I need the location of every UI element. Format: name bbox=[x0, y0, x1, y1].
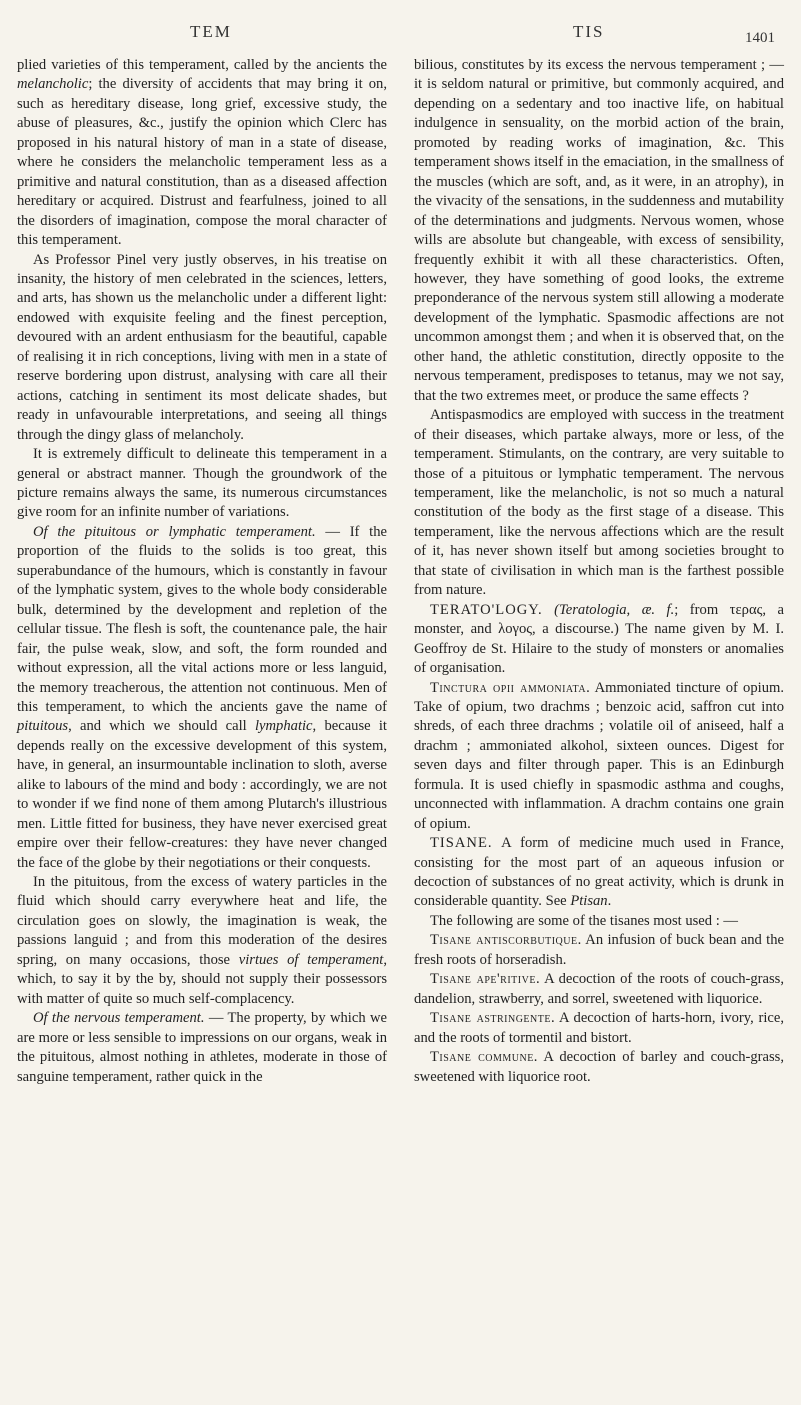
entry-tinctura: Tinctura opii ammoniata. Ammoniated tincture of opium. Take of opium, two drachms ; benzoic acid, saffron cut into shreds, of each three drachms ; volatile oil of aniseed, half a drachm ; ammoniated alkohol, sixteen ounces. Digest for seven days and filter through paper. This is an Edinburgh formula. It is used chiefly in spasmodic asthma and coughs, unconnected with inflammation. A drachm contains one grain of opium. bbox=[414, 679, 784, 832]
running-head-center: TIS bbox=[573, 22, 605, 41]
paragraph: Of the nervous temperament. — The property, by which we are more or less sensible to impressions on our organs, weak in the pituitous, almost nothing in athletes, moderate in those of sanguine temperament, rather quick in the bbox=[17, 1010, 387, 1085]
tisane-item: Tisane commune. A decoction of barley and couch-grass, sweetened with liquorice root. bbox=[414, 1049, 784, 1085]
paragraph: plied varieties of this temperament, called by the ancients the melancholic; the diversity of accidents that may bring it on, such as hereditary disease, long grief, excessive study, the abuse of pleasures, &c., justify the opinion which Clerc has proposed in his natural history of man in a state of disease, where he considers the melancholic temperament less as a primitive and natural constitution, than as a diseased affection hereditary or acquired. Distrust and fearfulness, joined to all the disorders of imagination, compose the moral character of this temperament. bbox=[17, 57, 387, 249]
section-heading: Of the nervous temperament. bbox=[33, 1010, 205, 1027]
entry-headword: TERATO'LOGY. bbox=[430, 601, 543, 618]
running-head-left: TEM bbox=[190, 22, 232, 41]
tisane-item: Tisane astringente. A decoction of harts-horn, ivory, rice, and the roots of tormentil and bistort. bbox=[414, 1010, 784, 1046]
tisane-item: Tisane antiscorbutique. An infusion of buck bean and the fresh roots of horseradish. bbox=[414, 932, 784, 968]
entry-headword: TISANE. bbox=[430, 835, 493, 852]
paragraph: It is extremely difficult to delineate this temperament in a general or abstract manner. Though the groundwork of the picture remains always the same, its numerous circumstances give room for an infinite number of variations. bbox=[17, 446, 387, 521]
entry-tisane: TISANE. A form of medicine much used in France, consisting for the most part of an aqueous infusion or decoction of substances of no great activity, which is drunk in considerable quantity. See Ptisan. bbox=[414, 835, 784, 910]
entry-headword: Tinctura opii ammoniata. bbox=[430, 679, 591, 696]
right-column bbox=[414, 56, 784, 1087]
left-column bbox=[17, 56, 387, 1087]
paragraph: Of the pituitous or lymphatic temperament. — If the proportion of the fluids to the solids is too great, this superabundance of the humours, which is constantly in favour of the lymphatic system, gives to the whole body considerable bulk, determined by the development and repletion of the cellular tissue. The flesh is soft, the countenance pale, the hair fair, the pulse weak, slow, and soft, the form rounded and without expression, all the vital actions more or less languid, the memory treacherous, the attention not continuous. Men of this temperament, to which the ancients gave the name of pituitous, and which we should call lymphatic, because it depends really on the excessive development of this system, have, in general, an insurmountable inclination to sloth, averse alike to labours of the mind and body : accordingly, we are not to wonder if we find none of them among Plutarch's illustrious men. Little fitted for business, they have never exercised great empire over their fellow-creatures: they have never changed the face of the globe by their negotiations or their conquests. bbox=[17, 523, 387, 871]
paragraph: In the pituitous, from the excess of watery particles in the fluid which should carry everywhere heat and life, the circulation goes on slowly, the imagination is weak, the passions languid ; and from this moderation of the desires spring, on many occasions, those virtues of temperament, which, to say it by the by, should not supply their possessors with matter of quite so much self-complacency. bbox=[17, 874, 388, 1007]
paragraph: The following are some of the tisanes most used : — bbox=[430, 912, 739, 929]
paragraph: As Professor Pinel very justly observes, in his treatise on insanity, the history of men celebrated in the sciences, letters, and arts, has shown us the melancholic under a different light: endowed with exquisite feeling and the finest perception, devoured with an ardent enthusiasm for the beautiful, capable of realising it in rich conceptions, living with men in a state of reserve bordering upon distrust, analysing with care all their actions, catching in sentiment its most delicate shades, but ready in unfavourable interpretations, and seeing all things through the dingy glass of melancholy. bbox=[17, 251, 387, 443]
section-heading: Of the pituitous or lymphatic temperament. bbox=[33, 523, 316, 540]
paragraph: Antispasmodics are employed with success in the treatment of their diseases, which partake always, more or less, of the temperament. Stimulants, on the contrary, are very suitable to those of a pituitous or lymphatic temperament. The nervous temperament, like the melancholic, is not so much a natural constitution of the body as the first stage of a disease. This temperament, like the nervous affections which are the result of it, has never shown itself but among societies brought to that state of civilisation in which man is the farthest possible from nature. bbox=[414, 407, 784, 599]
entry-teratology: TERATO'LOGY. (Teratologia, æ. f.; from τερας, a monster, and λογος, a discourse.) The name given by M. I. Geoffroy de St. Hilaire to the study of monsters or anomalies of organisation. bbox=[414, 601, 784, 677]
paragraph: bilious, constitutes by its excess the nervous temperament ; — it is seldom natural or primitive, but commonly acquired, and depending on a sedentary and too inactive life, on habitual indulgence in sensuality, on the morbid action of the brain, promoted by reading works of imagination, &c. This temperament shows itself in the emaciation, in the smallness of the muscles (which are soft, and, as it were, in an atrophy), in the vivacity of the sensations, in the suddenness and mutability of the determinations and judgments. Nervous women, whose wills are absolute but changeable, with excess of sensibility, frequently exhibit it with all these characteristics. Often, however, they have something of good looks, the extreme preponderance of the nervous system still allowing a moderate development of the lymphatic. Spasmodic affections are not uncommon amongst them ; and when it is observed that, on the other hand, the athletic constitution, directly opposite to the nervous temperament, predisposes to tetanus, may we not say, that the two extremes meet, or produce the same effects ? bbox=[414, 57, 784, 404]
tisane-item: Tisane ape'ritive. A decoction of the roots of couch-grass, dandelion, strawberry, and sorrel, sweetened with liquorice. bbox=[414, 971, 784, 1007]
page-number: 1401 bbox=[745, 30, 775, 46]
